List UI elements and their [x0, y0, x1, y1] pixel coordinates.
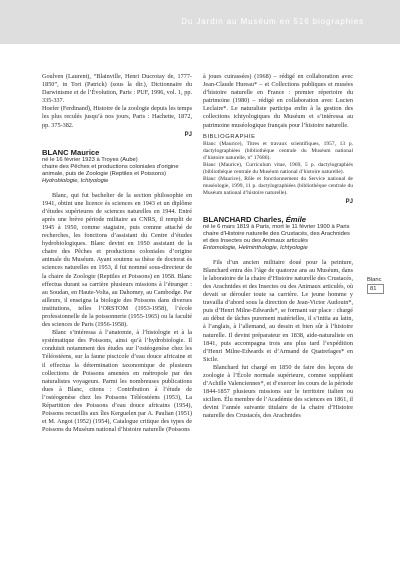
- page-number: 81: [367, 284, 384, 294]
- entry-position: chaire des Pêches et productions coloniales d’origine animale, puis de Zoologie (Reptiles et Poissons): [42, 163, 179, 178]
- left-column: [42, 73, 192, 434]
- author-signature: PJ: [184, 131, 192, 138]
- entry-birth: né le 6 mars 1819 à Paris, mort le 11 février 1900 à Paris: [203, 223, 350, 230]
- bibliography-entry: Blanc (Maurice), Titres et travaux scientifiques, 1957, 13 p. dactylographiées (bibliothèque centrale du Muséum national d’histoire naturelle, n° 17686).: [203, 140, 353, 161]
- header-band: [0, 0, 400, 44]
- entry-body: [42, 192, 192, 435]
- entry-name: BLANC Maurice: [42, 147, 100, 157]
- thumb-index-label: Blanc: [367, 277, 382, 283]
- entry-name-first: Émile: [285, 214, 306, 224]
- previous-entry-references: [42, 73, 192, 130]
- entry-position: chaire d’Histoire naturelle des Crustacés, des Arachnides et des Insectes ou des Animaux articulés: [203, 231, 350, 245]
- body-paragraph: Blanc, qui fut bachelier de la section philosophie en 1941, obtint une licence ès sciences en 1943 et un diplôme d’études supérieures de sciences naturelles en 1944. Entré après une brève période militaire au CNRS, il remplit de 1945 à 1950, comme stagiaire, puis comme attaché de recherches, les fonctions d’assistant du Centre d’études hydrobiologiques. Blanc devint en 1950 assistant de la chaire des Pêches et productions coloniales d’origine animale du Muséum. Ayant soutenu sa thèse de doctorat ès sciences naturelles en 1953, il fut nommé sous-directeur de la chaire de Zoologie (Reptiles et Poissons) en 1958. Blanc effectua durant sa carrière plusieurs missions à l’étranger : au Soudan, en Haute-Volta, au Dahomey, au Cambodge. Par ailleurs, il enseigna la biologie des Poissons dans diverses institutions, telles l’ORSTOM (1953-1958), l’école professionnelle de la poissonnerie (1955-1965) ou la faculté des sciences de Paris (1956-1958).: [42, 191, 192, 329]
- body-paragraph: Blanchard fut chargé en 1850 de faire des leçons de zoologie à l’École normale supérieure, comme suppléant d’Achille Valenciennes*, et d’exercer les cours de la période 1844-1857 plusieurs missions sur le territoire italien ou sicilien. Élu membre de l’Académie des sciences en 1861, il devint l’année suivante titulaire de la chaire d’Histoire naturelle des Crustacés, des Arachnides: [203, 363, 353, 420]
- reference-paragraph: Goulven (Laurent), “Blainville, Henri Ducrotay de, 1777-1850”, in Tort (Patrick) (sous la dir.), Dictionnaire du Darwinisme et de l’Évolution, Paris : PUF, 1996, vol. 1, pp. 335-337.: [42, 73, 192, 105]
- running-header-title: Du Jardin au Muséum en 516 biographies: [181, 17, 364, 26]
- entry-disciplines: Hydrobiologie, Ichtyologie: [42, 178, 109, 185]
- bibliography-list: [203, 141, 353, 197]
- continuation-paragraph: à joues cuirassées) (1968) – rédigé en collaboration avec Jean-Claude Hureau* – et Collections publiques et musées d’histoire naturelle en France : premier répertoire du patrimoine (1980) – rédigé en collaboration avec Lucien Leclaire*. Le naturaliste participa enfin à la gestion des collections ichtyologiques du Muséum et s’intéressa au patrimoine muséologique français pour l’histoire naturelle.: [203, 73, 353, 129]
- bibliography-title: BIBLIOGRAPHIE: [203, 133, 256, 140]
- bibliography-entry: Blanc (Maurice), Rôle et fonctionnement du Service national de muséologie, 1999, 11 p. dactylographiées (bibliothèque centrale du Muséum national d’histoire naturelle).: [203, 175, 353, 196]
- entry-name: [203, 215, 353, 224]
- body-paragraph: Blanc s’intéressa à l’anatomie, à l’histologie et à la systématique des Poissons, ainsi qu’à l’hydrobiologie. Il conduisit notamment des études sur l’ostéogenèse chez les Téléostéens, sur la faune piscicole d’eau douce africaine et il effectua la détermination taxonomique de plusieurs collections de Poissons amenées en métropole par des naturalistes voyageurs. Parmi les nombreuses publications dues à Blanc, citons : Contribution à l’étude de l’ostéogenèse chez les Poissons Téléostéens (1953), La Répartition des Poissons d’eau douce africains (1954), Poissons recueillis aux îles Kerguelen par A. Paulian (1951) et M. Angot (1952) (1954), Catalogue critique des types de Poissons du Muséum national d’histoire naturelle (Poissons: [42, 329, 192, 434]
- entry-name-last: BLANCHARD Charles,: [203, 214, 284, 224]
- entry-body: [203, 259, 353, 421]
- right-column: [203, 73, 353, 421]
- bibliography-entry: Blanc (Maurice), Curriculum vitae, 1969, 5 p. dactylographiés (bibliothèque centrale du Muséum national d’histoire naturelle).: [203, 161, 353, 175]
- reference-paragraph: Hoefer (Ferdinand), Histoire de la zoologie depuis les temps les plus reculés jusqu’à nos jours, Paris : Hachette, 1872, pp. 375-382.: [42, 105, 192, 129]
- entry-birth: né le 16 février 1923 à Troyes (Aube): [42, 156, 138, 163]
- thumb-index-tab: [367, 276, 384, 294]
- body-paragraph: Fils d’un ancien militaire doué pour la peinture, Blanchard entra dès l’âge de quatorze ans au Muséum, dans le laboratoire de la chaire d’Histoire naturelle des Crustacés, des Arachnides et des Insectes ou des Animaux articulés, où devait se dérouler toute sa carrière. Le jeune homme y travailla d’abord sous la direction de Jean-Victor Audouin*, puis d’Henri Milne-Edwards*, se formant sur place : chargé au début de tâches purement matérielles, il s’initia au latin, à l’anglais, à l’allemand, au dessin et bien sûr à l’histoire naturelle. Il devint préparateur en 1838, aide-naturaliste en 1841, puis accompagna trois ans plus tard l’expédition d’Henri Milne-Edwards et d’Armand de Quatrefages* en Sicile.: [203, 258, 353, 363]
- author-signature: PJ: [345, 198, 353, 205]
- entry-disciplines: Entomologie, Helminthologie, Ichtyologie: [203, 245, 308, 252]
